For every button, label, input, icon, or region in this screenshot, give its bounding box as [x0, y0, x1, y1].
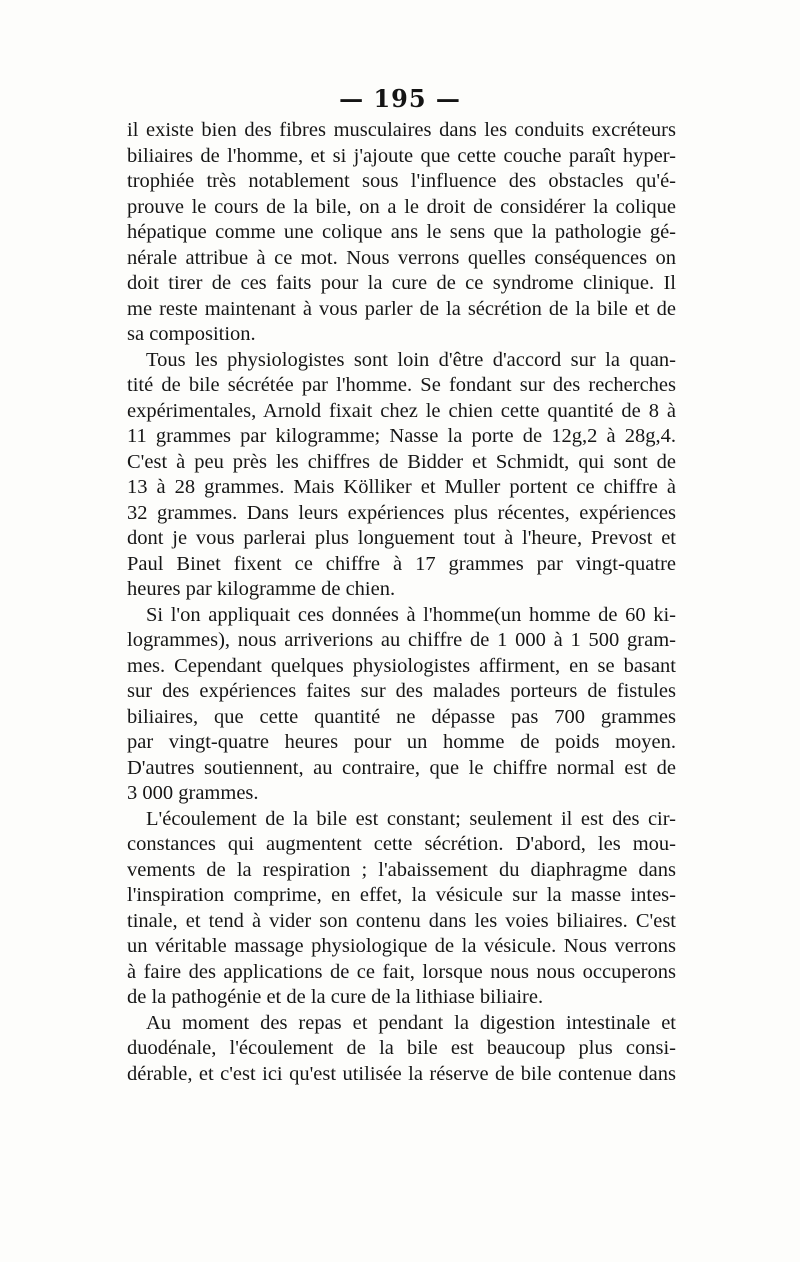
text-line: vements de la respiration ; l'abaissement du diaphragme dans [127, 858, 676, 881]
text-line: dérable, et c'est ici qu'est utilisée la réserve de bile contenue dans [127, 1062, 676, 1085]
text-line: me reste maintenant à vous parler de la sécrétion de la bile et de [127, 297, 676, 320]
text-line: dont je vous parlerai plus longuement tout à l'heure, Prevost et [127, 527, 676, 549]
text-line: sur des expériences faites sur des malades porteurs de fistules [127, 680, 676, 702]
text-line: nérale attribue à ce mot. Nous verrons quelles conséquences on [127, 246, 676, 269]
page-number: — 195 — [339, 84, 461, 113]
text-line: par vingt-quatre heures pour un homme de poids moyen. [127, 731, 676, 753]
text-line: l'inspiration comprime, en effet, la vésicule sur la masse intes- [127, 884, 676, 906]
text-line: Tous les physiologistes sont loin d'être d'accord sur la quan- [146, 348, 676, 371]
text-line: L'écoulement de la bile est constant; seulement il est des cir- [146, 807, 676, 830]
text-line: il existe bien des fibres musculaires dans les conduits excréteurs [127, 119, 676, 141]
text-line: hépatique comme une colique ans le sens que la pathologie gé- [127, 221, 676, 243]
body-text [127, 118, 676, 1087]
text-line: C'est à peu près les chiffres de Bidder et Schmidt, qui sont de [127, 450, 676, 473]
text-line: biliaires, que cette quantité ne dépasse pas 700 grammes [127, 705, 676, 728]
text-line: D'autres soutiennent, au contraire, que le chiffre normal est de [127, 756, 676, 779]
text-line: prouve le cours de la bile, on a le droit de considérer la colique [127, 195, 676, 218]
text-line: constances qui augmentent cette sécrétion. D'abord, les mou- [127, 833, 676, 855]
text-line: heures par kilogramme de chien. [127, 578, 396, 600]
text-line: trophiée très notablement sous l'influence des obstacles qu'é- [127, 170, 676, 192]
text-line: mes. Cependant quelques physiologistes affirment, en se basant [127, 654, 676, 677]
text-line: doit tirer de ces faits pour la cure de ce syndrome clinique. Il [127, 272, 676, 294]
text-line: de la pathogénie et de la cure de la lithiase biliaire. [127, 986, 544, 1008]
text-line: logrammes), nous arriverions au chiffre de 1 000 à 1 500 gram- [127, 629, 676, 651]
text-line: tité de bile sécrétée par l'homme. Se fondant sur des recherches [127, 374, 676, 396]
text-line: 11 grammes par kilogramme; Nasse la porte de 12g,2 à 28g,4. [127, 425, 676, 447]
text-line: 13 à 28 grammes. Mais Kölliker et Muller portent ce chiffre à [127, 476, 676, 498]
text-line: sa composition. [127, 323, 256, 345]
text-line: Paul Binet fixent ce chiffre à 17 grammes par vingt-quatre [127, 552, 676, 575]
text-line: expérimentales, Arnold fixait chez le chien cette quantité de 8 à [127, 399, 676, 422]
text-line: biliaires de l'homme, et si j'ajoute que cette couche paraît hyper- [127, 144, 676, 167]
text-line: Au moment des repas et pendant la digestion intestinale et [146, 1011, 676, 1034]
text-line: 32 grammes. Dans leurs expériences plus récentes, expériences [127, 501, 676, 524]
text-line: un véritable massage physiologique de la vésicule. Nous verrons [127, 935, 676, 957]
text-line: à faire des applications de ce fait, lorsque nous nous occuperons [127, 960, 676, 983]
text-line: duodénale, l'écoulement de la bile est beaucoup plus consi- [127, 1037, 676, 1059]
text-line: Si l'on appliquait ces données à l'homme(un homme de 60 ki- [146, 603, 676, 626]
text-line: tinale, et tend à vider son contenu dans les voies biliaires. C'est [127, 909, 676, 932]
text-line: 3 000 grammes. [127, 782, 259, 804]
